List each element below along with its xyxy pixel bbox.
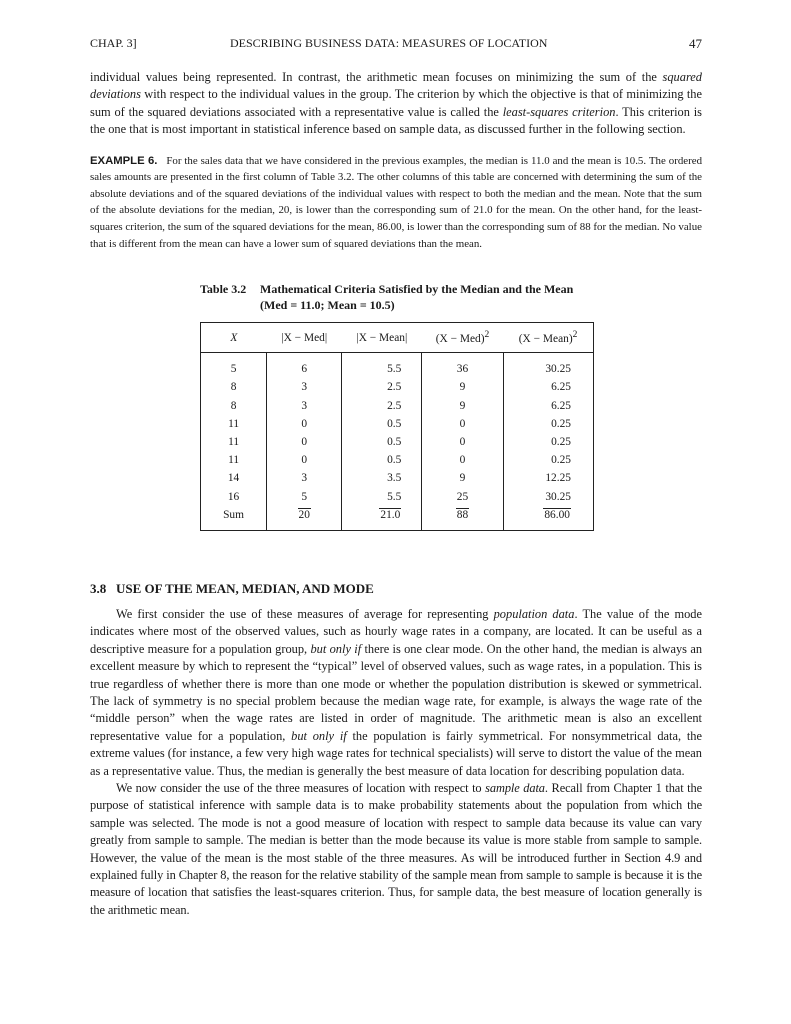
table-row [201, 353, 594, 379]
cell-x: 5 [230, 363, 237, 376]
cell-sq-mean: 6.25 [503, 397, 593, 415]
cell-abs-mean: 5.5 [342, 488, 422, 506]
running-title: DESCRIBING BUSINESS DATA: MEASURES OF LOCATION [230, 36, 548, 50]
cell-abs-mean: 0.5 [342, 433, 422, 451]
cell-abs-med: 0 [267, 415, 342, 433]
cell-abs-med: 0 [267, 451, 342, 469]
table-subtitle: (Med = 11.0; Mean = 10.5) [260, 297, 395, 312]
table-header-row [201, 323, 594, 353]
section-number: 3.8 [90, 580, 107, 596]
sum-sq-mean: 86.00 [503, 506, 593, 531]
col-abs-mean-header: |X − Mean| [342, 323, 422, 353]
cell-sq-mean: 0.25 [503, 451, 593, 469]
table-sum-row [201, 506, 594, 531]
cell-x: 16 [227, 490, 240, 503]
cell-abs-mean: 0.5 [342, 415, 422, 433]
cell-abs-med: 0 [267, 433, 342, 451]
table-row [201, 469, 594, 487]
col-abs-med-header: |X − Med| [267, 323, 342, 353]
cell-abs-mean: 2.5 [342, 378, 422, 396]
cell-sq-med: 9 [422, 378, 503, 396]
table-caption [200, 282, 702, 313]
cell-abs-mean: 5.5 [342, 353, 422, 379]
cell-x: 14 [227, 472, 240, 485]
col-x-header: X [201, 323, 267, 353]
cell-sq-med: 0 [422, 433, 503, 451]
cell-abs-med: 5 [267, 488, 342, 506]
cell-abs-mean: 3.5 [342, 469, 422, 487]
cell-sq-med: 25 [422, 488, 503, 506]
section-paragraph-2: We now consider the use of the three measures of location with respect to sample data. Recall from Chapter 1 that the purpose of statistical inference with sample data is to make probability statements about the population from which the sample was selected. The mode is not a good measure of location with respect to sample data because its value can vary greatly from sample to sample. The median is better than the mode because its value is more stable from sample to sample. However, the value of the mean is the most stable of the three measures. As will be introduced further in Section 4.9 and explained fully in Chapter 8, the reason for the relative stability of the sample mean from sample to sample is because it is the measure of location that satisfies the least-squares criterion. Thus, for sample data, the best measure of location generally is the arithmetic mean. [90, 780, 703, 917]
section-title: USE OF THE MEAN, MEDIAN, AND MODE [116, 580, 374, 596]
term-sample-data: sample data [485, 780, 545, 795]
cell-abs-mean: 2.5 [342, 397, 422, 415]
sum-abs-med: 20 [267, 506, 342, 531]
cell-abs-med: 3 [267, 378, 342, 396]
cell-x: 11 [228, 454, 240, 467]
example-6 [90, 153, 702, 253]
table-number: Table 3.2 [200, 282, 247, 297]
table-row [201, 415, 594, 433]
cell-abs-med: 3 [267, 397, 342, 415]
term-squared-deviations: squared deviations [90, 70, 702, 102]
cell-sq-med: 0 [422, 451, 503, 469]
table-title: Mathematical Criteria Satisfied by the Median and the Mean [260, 282, 574, 297]
cell-sq-mean: 12.25 [503, 469, 593, 487]
cell-abs-mean: 0.5 [342, 451, 422, 469]
cell-x: 11 [228, 417, 240, 430]
col-sq-mean-header: (X − Mean)$^2$ [503, 323, 593, 353]
sum-sq-med: 88 [422, 506, 503, 531]
term-population-data: population data [493, 606, 575, 621]
sum-label: Sum [223, 508, 244, 521]
cell-x: 8 [230, 399, 237, 412]
cell-sq-mean: 30.25 [503, 353, 593, 379]
cell-sq-med: 0 [422, 415, 503, 433]
table-row [201, 451, 594, 469]
cell-x: 11 [228, 436, 240, 449]
term-least-squares-criterion: least-squares criterion [502, 104, 616, 119]
table-row [201, 488, 594, 506]
example-text: For the sales data that we have considered in the previous examples, the median is 11.0 and the mean is 10.5. The ordered sales amounts are presented in the first column of Table 3.2. The other columns of this table are concerned with determining the sum of the absolute deviations and of the squared deviations of the individual values with respect to both the median and the mean. Note that the sum of the absolute deviations for the median, 20, is lower than the corresponding sum of 21.0 for the mean. On the other hand, for the least-squares criterion, the sum of the squared deviations for the mean, 86.00, is lower than the corresponding sum of 88 for the median. No value that is different from the mean can have a lower sum of squared deviations than the mean. [90, 154, 703, 250]
table-row [201, 397, 594, 415]
section-heading [90, 581, 702, 597]
cell-sq-med: 36 [422, 353, 503, 379]
cell-sq-mean: 30.25 [503, 488, 593, 506]
chapter-label: CHAP. 3] [90, 36, 137, 50]
page-number: 47 [689, 36, 702, 51]
cell-sq-med: 9 [422, 397, 503, 415]
example-label: EXAMPLE 6. [90, 154, 158, 167]
col-sq-med-header: (X − Med)$^2$ [422, 323, 503, 353]
cell-sq-mean: 6.25 [503, 378, 593, 396]
cell-sq-mean: 0.25 [503, 415, 593, 433]
sum-abs-mean: 21.0 [342, 506, 422, 531]
intro-paragraph: individual values being represented. In contrast, the arithmetic mean focuses on minimizing the sum of the squared deviations with respect to the individual values in the group. The criterion by which the objective is that of minimizing the sum of the squared deviations associated with a representative value is called the least-squares criterion. This criterion is the one that is most important in statistical inference based on sample data, as discussed further in the following section. [90, 70, 702, 137]
table-row [201, 433, 594, 451]
table-row [201, 378, 594, 396]
cell-abs-med: 3 [267, 469, 342, 487]
running-header [90, 36, 702, 56]
criteria-table [200, 322, 594, 531]
cell-sq-med: 9 [422, 469, 503, 487]
page [90, 36, 702, 919]
cell-abs-med: 6 [267, 353, 342, 379]
cell-x: 8 [230, 381, 237, 394]
cell-sq-mean: 0.25 [503, 433, 593, 451]
section-paragraph-1: We first consider the use of these measures of average for representing population data. The value of the mode indicates where most of the observed values, such as hourly wage rates in a company, are located. It can be useful as a descriptive measure for a population group, but only if there is one clear mode. On the other hand, the median is always an excellent measure by which to represent the “typical” level of observed values, such as wage rates, in a population. This is true regardless of whether there is more than one mode or whether the population distribution is skewed or symmetrical. The lack of symmetry is no special problem because the median wage rate, for example, is always the wage rate of the “middle person” when the wage rates are listed in order of magnitude. The arithmetic mean is also an excellent representative value for a population, but only if the population is fairly symmetrical. For nonsymmetrical data, the extreme values (for instance, a few very high wage rates for technical specialists) will serve to distort the value of the mean as a representative value. Thus, the median is generally the best measure of data location for describing population data. [90, 606, 703, 778]
